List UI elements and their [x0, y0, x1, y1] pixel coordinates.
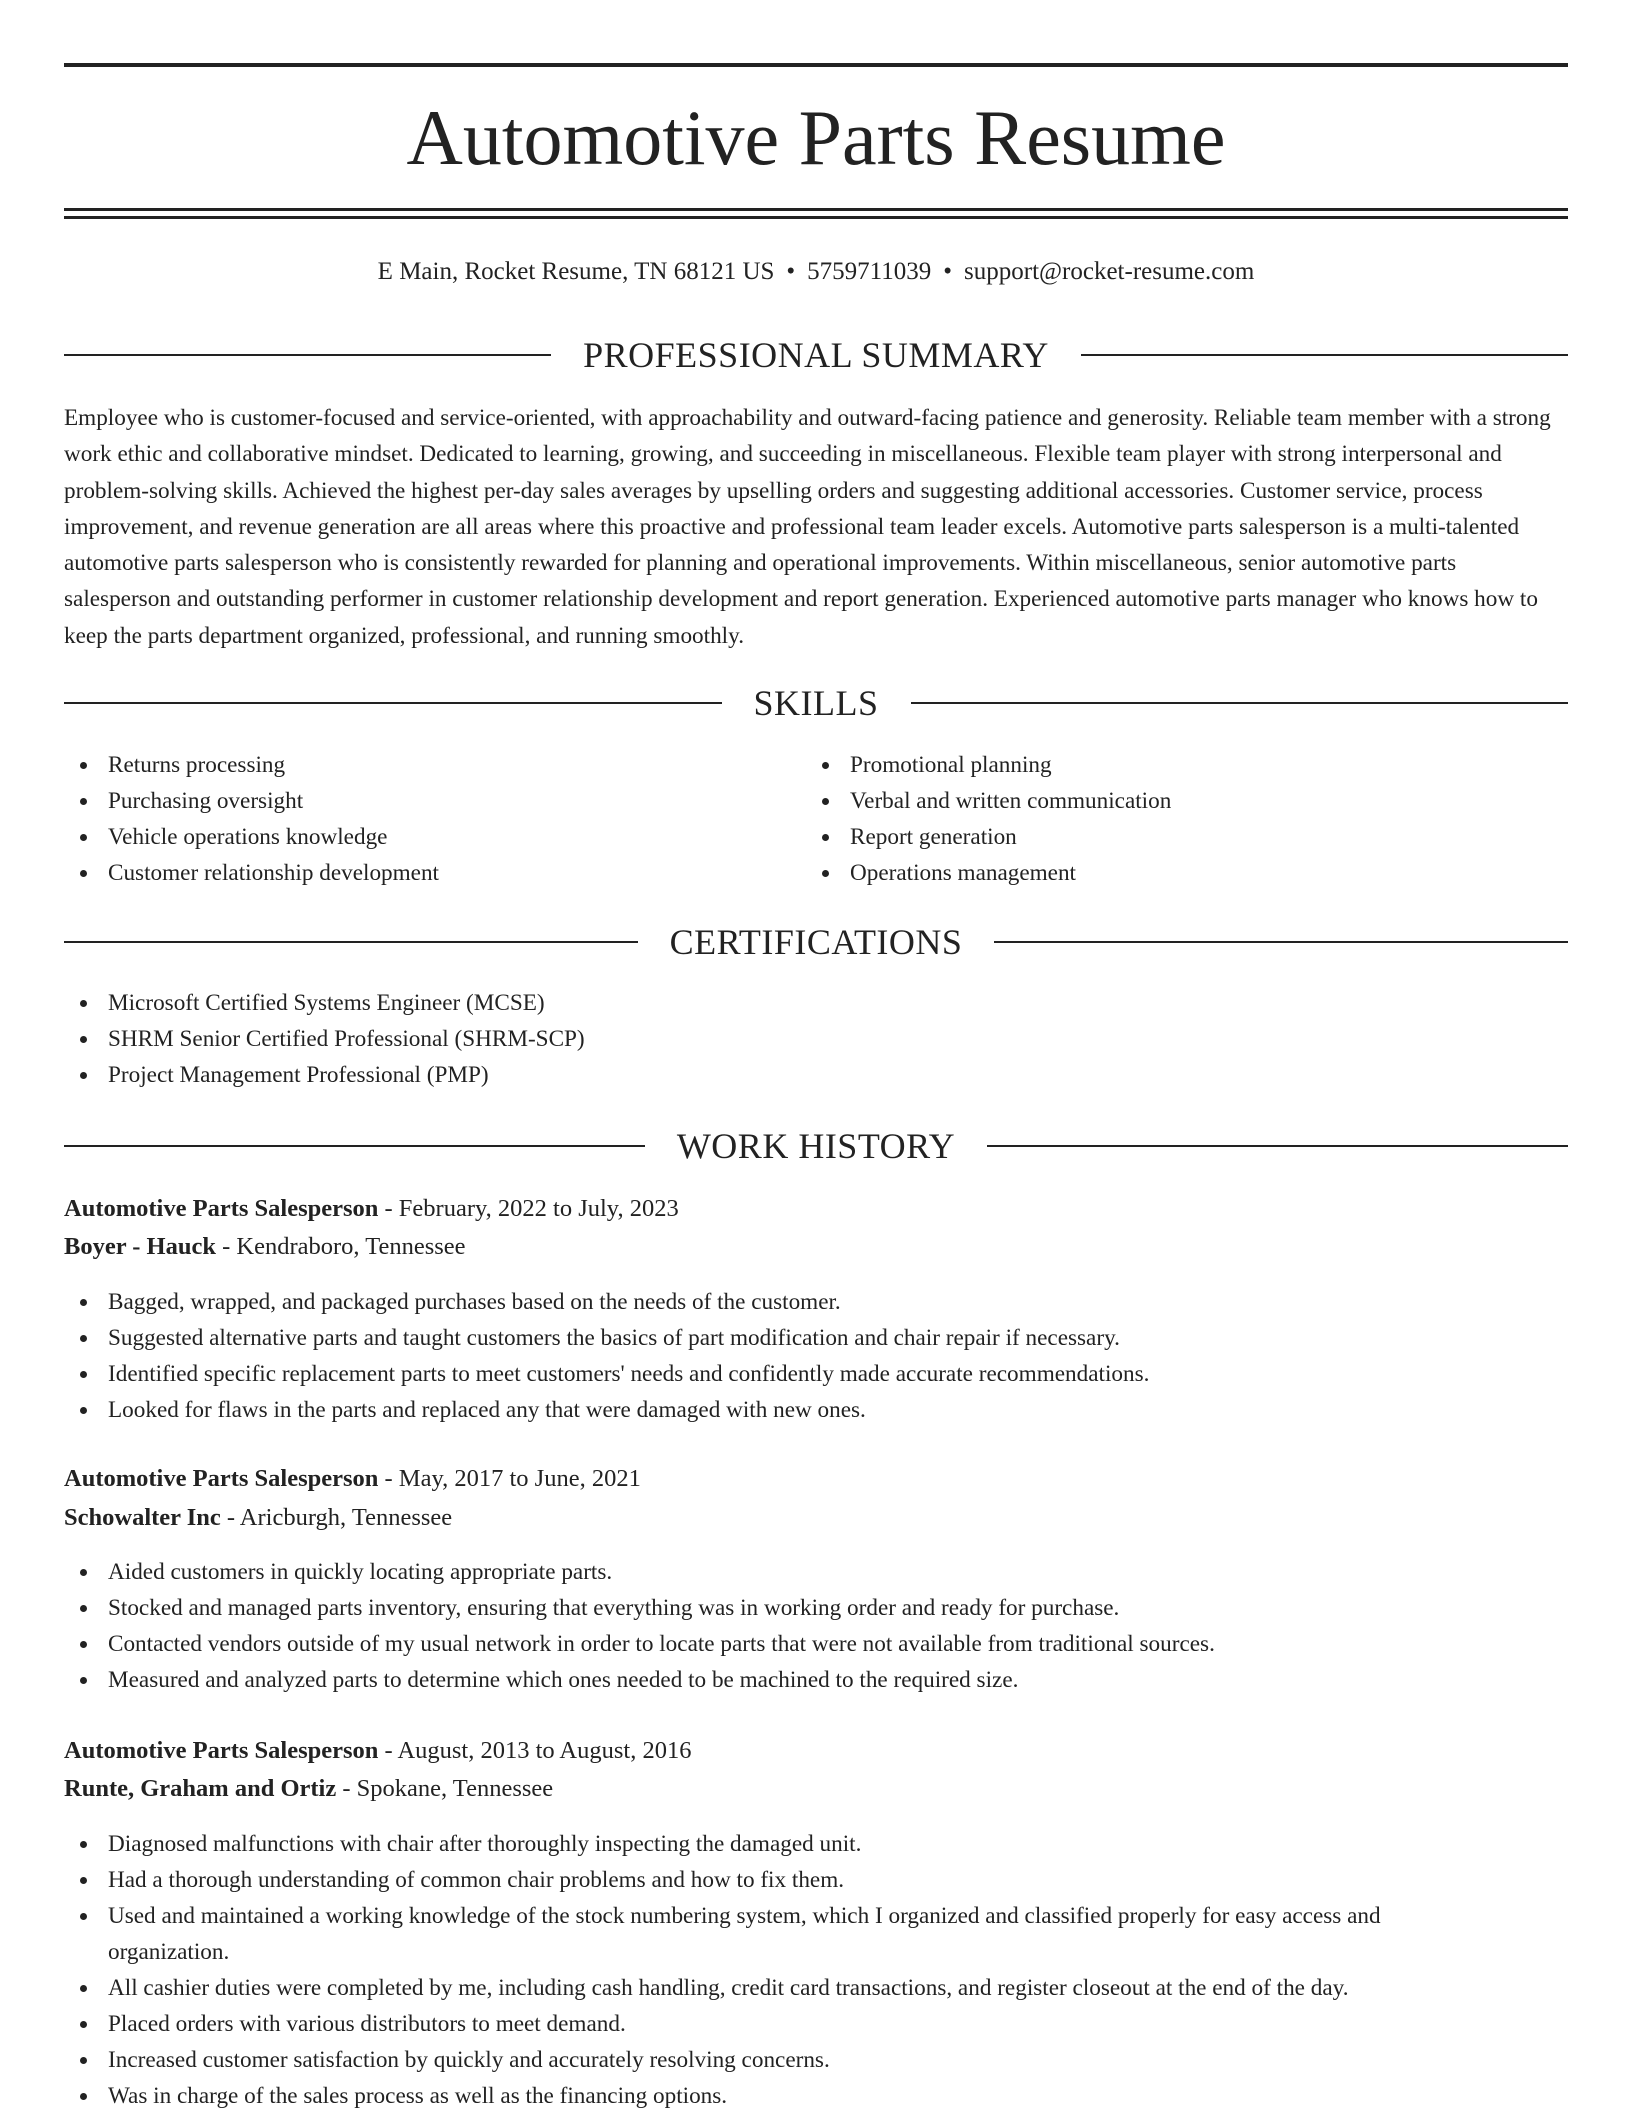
contact-line [64, 254, 1568, 290]
job-bullet: Had a thorough understanding of common chair problems and how to fix them. [64, 1862, 1504, 1898]
contact-email: support@rocket-resume.com [964, 258, 1255, 285]
job-bullet: All cashier duties were completed by me, including cash handling, credit card transactions, and register closeout at the end of the day. [64, 1970, 1504, 2006]
job-bullet: Suggested alternative parts and taught customers the basics of part modification and chair repair if necessary. [64, 1320, 1568, 1356]
heading-rule [64, 1145, 645, 1147]
section-title: CERTIFICATIONS [669, 922, 963, 962]
job-bullet: Contacted vendors outside of my usual network in order to locate parts that were not available from traditional sources. [64, 1626, 1568, 1662]
resume-title: Automotive Parts Resume [406, 94, 1226, 181]
job-title-line [64, 1460, 1568, 1498]
job-bullet: Placed orders with various distributors to meet demand. [64, 2006, 1504, 2042]
job-title-line [64, 1732, 1568, 1770]
contact-address: E Main, Rocket Resume, TN 68121 US [377, 258, 775, 285]
certification-item: SHRM Senior Certified Professional (SHRM-SCP) [64, 1021, 1568, 1057]
job-bullet: Diagnosed malfunctions with chair after thoroughly inspecting the damaged unit. [64, 1826, 1504, 1862]
contact-separator: • [943, 258, 953, 285]
job-bullet: Measured and analyzed parts to determine which ones needed to be machined to the required size. [64, 1662, 1568, 1698]
job-bullets [64, 1554, 1568, 1698]
heading-rule [1081, 354, 1568, 356]
skill-item: Report generation [806, 819, 1566, 855]
skills-list-left [64, 747, 804, 891]
heading-rule [64, 354, 551, 356]
job-dates: - May, 2017 to June, 2021 [378, 1465, 641, 1492]
heading-rule [64, 702, 722, 704]
job-company: Boyer - Hauck [64, 1233, 216, 1260]
contact-separator: • [786, 258, 796, 285]
section-title: WORK HISTORY [676, 1126, 956, 1166]
heading-rule [987, 1145, 1568, 1147]
job-dates: - August, 2013 to August, 2016 [378, 1737, 692, 1764]
section-title: SKILLS [753, 683, 879, 723]
summary-text: Employee who is customer-focused and service-oriented, with approachability and outward-facing patience and generosity. Reliable team member with a strong work ethic and collaborative mindset. Dedicated to learning, growing, and succeeding in miscellaneous. Flexible team player with strong interpersonal and problem-solving skills. Achieved the highest per-day sales averages by upselling orders and suggesting additional accessories. Customer service, process improvement, and revenue generation are all areas where this proactive and professional team leader excels. Automotive parts salesperson is a multi-talented automotive parts salesperson who is consistently rewarded for planning and operational improvements. Within miscellaneous, senior automotive parts salesperson and outstanding performer in customer relationship development and report generation. Experienced automotive parts manager who knows how to keep the parts department organized, professional, and running smoothly. [64, 405, 1551, 649]
skill-item: Purchasing oversight [64, 783, 804, 819]
heading-rule [64, 941, 638, 943]
section-heading-summary [64, 330, 1568, 380]
section-title: PROFESSIONAL SUMMARY [583, 335, 1049, 375]
title-double-rule [64, 208, 1568, 219]
job-bullet: Looked for flaws in the parts and replaced any that were damaged with new ones. [64, 1392, 1568, 1428]
skills-list-right [806, 747, 1566, 891]
job-bullet: Bagged, wrapped, and packaged purchases based on the needs of the customer. [64, 1284, 1568, 1320]
job-bullet: Identified specific replacement parts to meet customers' needs and confidently made accurate recommendations. [64, 1356, 1568, 1392]
job-bullet: Was in charge of the sales process as well as the financing options. [64, 2078, 1504, 2114]
skill-item: Returns processing [64, 747, 804, 783]
job-bullet: Stocked and managed parts inventory, ensuring that everything was in working order and ready for purchase. [64, 1590, 1568, 1626]
contact-phone: 5759711039 [807, 258, 932, 285]
skill-item: Vehicle operations knowledge [64, 819, 804, 855]
job-bullet: Aided customers in quickly locating appropriate parts. [64, 1554, 1568, 1590]
top-rule [64, 63, 1568, 67]
section-heading-skills [64, 678, 1568, 728]
heading-rule [911, 702, 1569, 704]
job-bullet: Increased customer satisfaction by quickly and accurately resolving concerns. [64, 2042, 1504, 2078]
job-location: - Aricburgh, Tennessee [220, 1504, 453, 1531]
job-bullet: Used and maintained a working knowledge of the stock numbering system, which I organized and classified properly for easy access and organization. [64, 1898, 1504, 1970]
job-company-line [64, 1499, 1568, 1537]
job-title: Automotive Parts Salesperson [64, 1737, 379, 1764]
job-company-line [64, 1228, 1568, 1266]
section-heading-certifications [64, 917, 1568, 967]
job-bullets [64, 1826, 1504, 2114]
skill-item: Customer relationship development [64, 855, 804, 891]
job-company: Schowalter Inc [64, 1504, 221, 1531]
job-bullets [64, 1284, 1568, 1428]
certification-item: Project Management Professional (PMP) [64, 1057, 1568, 1093]
job-company-line [64, 1770, 1568, 1808]
heading-rule [994, 941, 1568, 943]
skill-item: Operations management [806, 855, 1566, 891]
job-company: Runte, Graham and Ortiz [64, 1775, 337, 1802]
job-location: - Kendraboro, Tennessee [216, 1233, 466, 1260]
section-heading-work-history [64, 1121, 1568, 1171]
certification-item: Microsoft Certified Systems Engineer (MCSE) [64, 985, 1568, 1021]
job-title-line [64, 1190, 1568, 1228]
job-title: Automotive Parts Salesperson [64, 1465, 379, 1492]
skill-item: Promotional planning [806, 747, 1566, 783]
job-dates: - February, 2022 to July, 2023 [378, 1195, 679, 1222]
job-title: Automotive Parts Salesperson [64, 1195, 379, 1222]
certifications-list [64, 985, 1568, 1093]
job-location: - Spokane, Tennessee [336, 1775, 554, 1802]
skill-item: Verbal and written communication [806, 783, 1566, 819]
